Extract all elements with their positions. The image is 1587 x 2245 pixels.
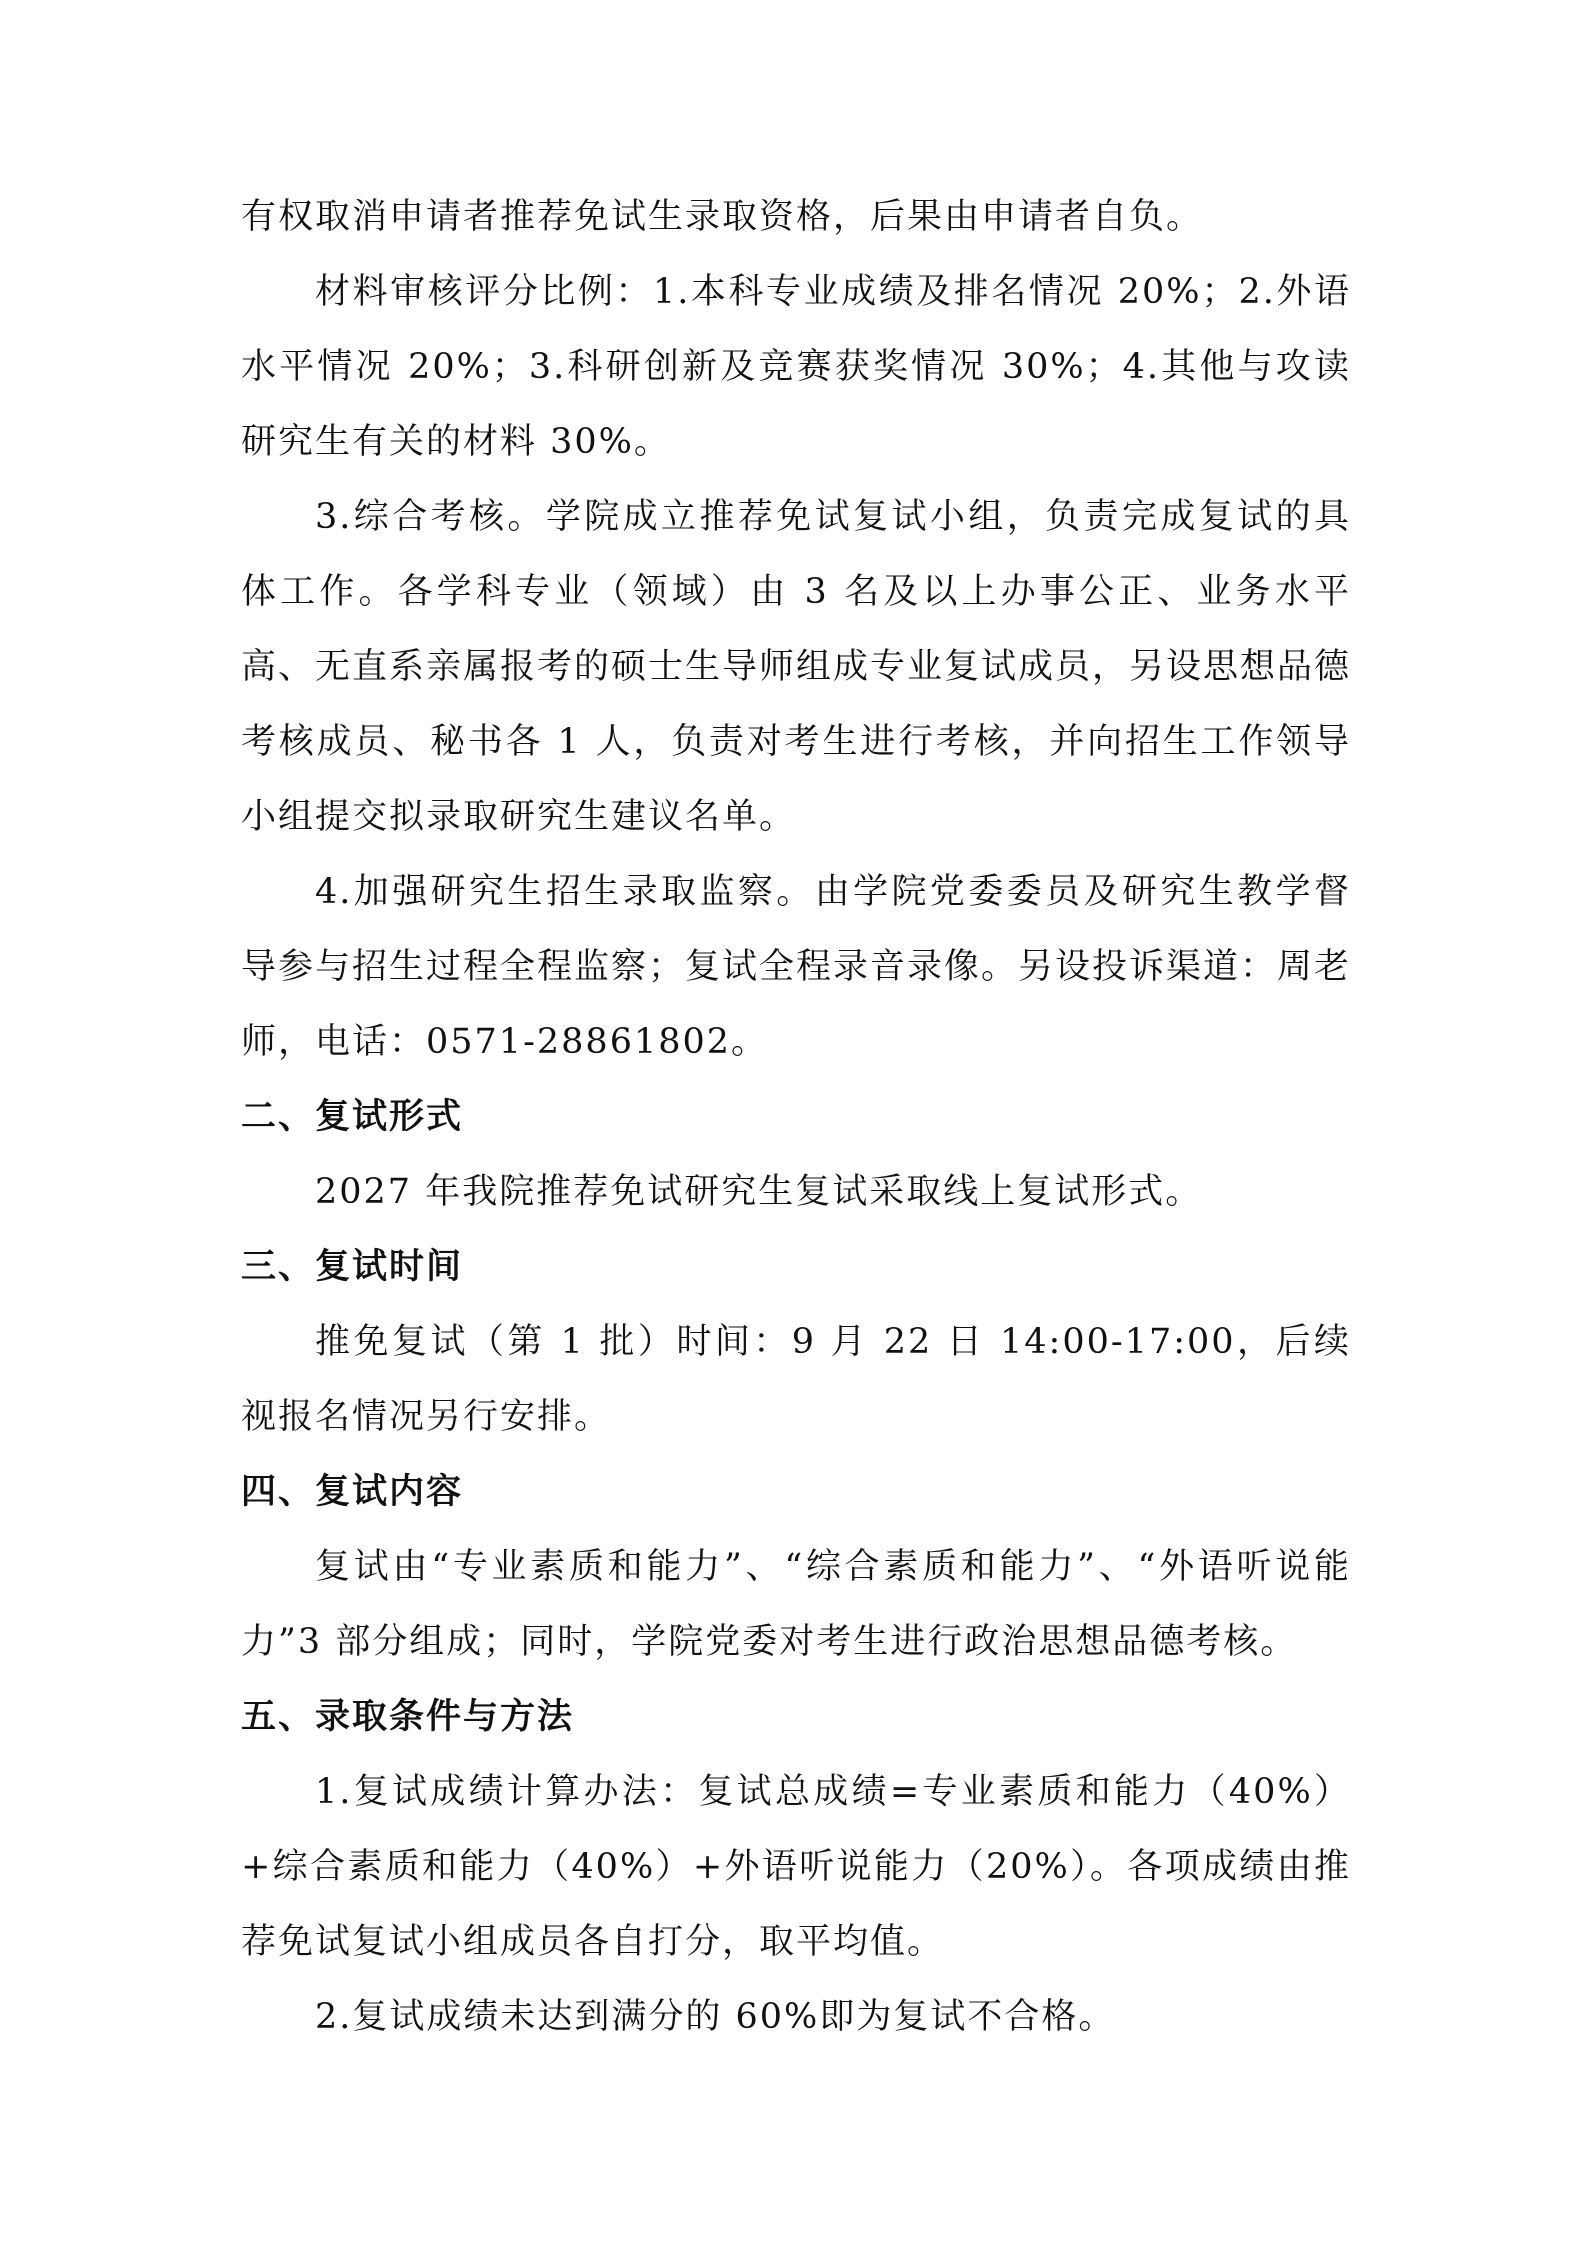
paragraph-scoring-ratio: 材料审核评分比例：1.本科专业成绩及排名情况 20%；2.外语水平情况 20%；3.科研创新及竞赛获奖情况 30%；4.其他与攻读研究生有关的材料 30%。 — [241, 272, 1351, 462]
paragraph-retest-format: 2027 年我院推荐免试研究生复试采取线上复试形式。 — [315, 1172, 1203, 1212]
section-heading-retest-time: 三、复试时间 — [241, 1247, 464, 1287]
section-heading-retest-content: 四、复试内容 — [241, 1472, 464, 1512]
paragraph-disqualification: 有权取消申请者推荐免试生录取资格，后果由申请者自负。 — [241, 197, 1204, 237]
paragraph-supervision: 4.加强研究生招生录取监察。由学院党委委员及研究生教学督导参与招生过程全程监察；复试全程录音录像。另设投诉渠道：周老师，电话：0571-28861802。 — [241, 872, 1352, 1062]
paragraph-retest-time: 推免复试（第 1 批）时间：9 月 22 日 14:00-17:00，后续视报名情况另行安排。 — [241, 1322, 1351, 1437]
paragraph-fail-threshold: 2.复试成绩未达到满分的 60%即为复试不合格。 — [315, 1997, 1116, 2037]
document-body — [241, 180, 1351, 2055]
paragraph-score-calculation: 1.复试成绩计算办法：复试总成绩=专业素质和能力（40%）+综合素质和能力（40%）+外语听说能力（20%）。各项成绩由推荐免试复试小组成员各自打分，取平均值。 — [241, 1772, 1351, 1962]
section-heading-retest-format: 二、复试形式 — [241, 1097, 464, 1137]
paragraph-comprehensive-assessment: 3.综合考核。学院成立推荐免试复试小组，负责完成复试的具体工作。各学科专业（领域）由 3 名及以上办事公正、业务水平高、无直系亲属报考的硕士生导师组成专业复试成员，另设思想品德考核成员、秘书各 1 人，负责对考生进行考核，并向招生工作领导小组提交拟录取研究生建议名单。 — [241, 497, 1352, 837]
section-heading-admission: 五、录取条件与方法 — [241, 1697, 575, 1737]
paragraph-retest-content: 复试由“专业素质和能力”、“综合素质和能力”、“外语听说能力”3 部分组成；同时，学院党委对考生进行政治思想品德考核。 — [241, 1547, 1351, 1662]
